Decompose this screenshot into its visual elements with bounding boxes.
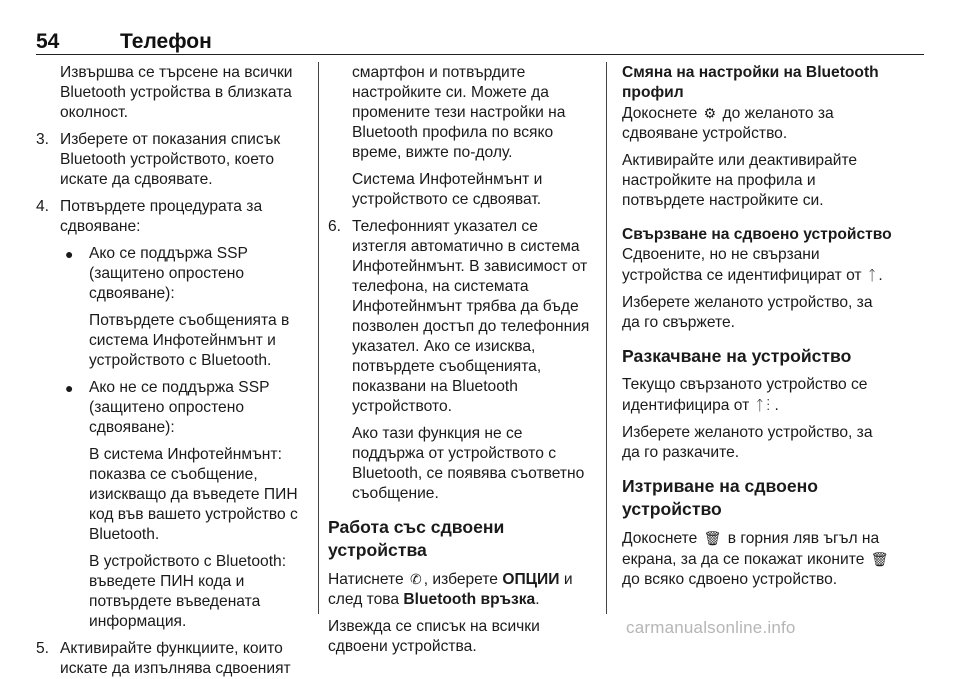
step-5 (36, 639, 312, 679)
page-header (36, 30, 924, 60)
step-number: 5. (36, 640, 50, 657)
column-divider-2 (606, 62, 607, 614)
step-4 (36, 197, 312, 237)
bluetooth-connected-icon: ᛏ⁝ (755, 397, 773, 413)
heading-disconnect: Разкачване на устройство (622, 346, 852, 366)
heading-delete-paired: Изтриване на сдвоено устройство (622, 476, 818, 519)
step-5-continued: смартфон и потвърдите настройките си. Можете да промените тези настройки на Bluetooth профила по всяко време, вижте по-долу. (352, 64, 566, 161)
bullet-ssp-supported (36, 244, 312, 304)
step-text: Активирайте функциите, които искате да изпълнява сдвоеният (60, 640, 291, 677)
heading-connect-paired: Свързване на сдвоено устройство (622, 226, 892, 243)
phone-icon: ✆ (410, 571, 422, 587)
change-profile-activate-text: Активирайте или деактивирайте настройките на профила и потвърдете настройките си. (622, 152, 858, 209)
header-divider (36, 54, 924, 55)
section-title-paired-devices: Работа със сдвоени устройства (328, 517, 505, 560)
bullet-text: Ако не се поддържа SSP (защитено опростено сдвояване): (89, 379, 270, 436)
bullet-detail: Потвърдете съобщенията в система Инфотейнмънт и устройството с Bluetooth. (89, 312, 290, 369)
step-number: 6. (328, 218, 342, 235)
change-profile-text: Докоснете ⚙ до желаното за сдвояване устройство. (622, 105, 834, 142)
paired-devices-list-text: Извежда се списък на всички сдвоени устройства. (328, 618, 540, 655)
bullet-ssp-not-supported (36, 378, 312, 438)
column-1 (36, 63, 312, 679)
step-5-result: Система Инфотейнмънт и устройството се сдвояват. (352, 171, 543, 208)
watermark: carmanualsonline.info (626, 618, 796, 637)
step-number: 4. (36, 198, 50, 215)
trash-icon: 🗑 (870, 551, 889, 567)
connect-paired-select-text: Изберете желаното устройство, за да го свържете. (622, 294, 873, 331)
heading-change-profile: Смяна на настройки на Bluetooth профил (622, 64, 879, 101)
column-divider-1 (318, 62, 319, 614)
connect-paired-text: Сдвоените, но не свързани устройства се идентифицират от ᛏ . (622, 246, 883, 284)
disconnect-text: Текущо свързаното устройство се идентифицира от ᛏ⁝ . (622, 376, 868, 414)
bullet-detail: В устройството с Bluetooth: въведете ПИН кода и потвърдете въведената информация. (89, 553, 287, 630)
delete-paired-text: Докоснете 🗑 в горния ляв ъгъл на екрана, за да се покажат иконите 🗑 до всяко сдвоено устройство. (622, 530, 889, 588)
bullet-dot: ● (65, 380, 74, 396)
settings-icon: ⚙ (703, 105, 717, 121)
column-3 (622, 63, 892, 590)
step-6 (328, 217, 596, 417)
intro-text: Извършва се търсене на всички Bluetooth устройства в близката околност. (60, 64, 293, 121)
step-6-note: Ако тази функция не се поддържа от устройството с Bluetooth, се появява съответно съобщение. (352, 425, 585, 502)
bluetooth-icon: ᛏ (867, 267, 877, 283)
chapter-title: Телефон (120, 30, 212, 53)
step-text: Потвърдете процедурата за сдвояване: (60, 198, 263, 235)
bullet-detail: В система Инфотейнмънт: показва се съобщение, изискващо да въведете ПИН код във вашето устройство с Bluetooth. (89, 446, 298, 543)
bullet-text: Ако се поддържа SSP (защитено опростено сдвояване): (89, 245, 248, 302)
trash-icon: 🗑 (703, 530, 722, 546)
step-3 (36, 130, 312, 190)
step-text: Изберете от показания списък Bluetooth устройството, което искате да сдвоявате. (60, 131, 281, 188)
bluetooth-connection-label: Bluetooth връзка (403, 591, 536, 608)
bullet-dot: ● (65, 246, 74, 262)
options-label: ОПЦИИ (502, 571, 560, 588)
column-2 (328, 63, 596, 657)
page-number: 54 (36, 30, 60, 53)
disconnect-select-text: Изберете желаното устройство, за да го разкачите. (622, 424, 873, 461)
step-number: 3. (36, 131, 50, 148)
step-text: Телефонният указател се изтегля автоматично в система Инфотейнмънт. В зависимост от телефона, на системата Инфотейнмънт трябва да бъде позволен достъп до телефонния указател. Ако се изисква, потвърдете съобщенията, показвани на Bluetooth устройството. (352, 218, 590, 415)
paired-devices-instruction: Натиснете ✆ , изберете ОПЦИИ и след това Bluetooth връзка. (328, 571, 573, 608)
